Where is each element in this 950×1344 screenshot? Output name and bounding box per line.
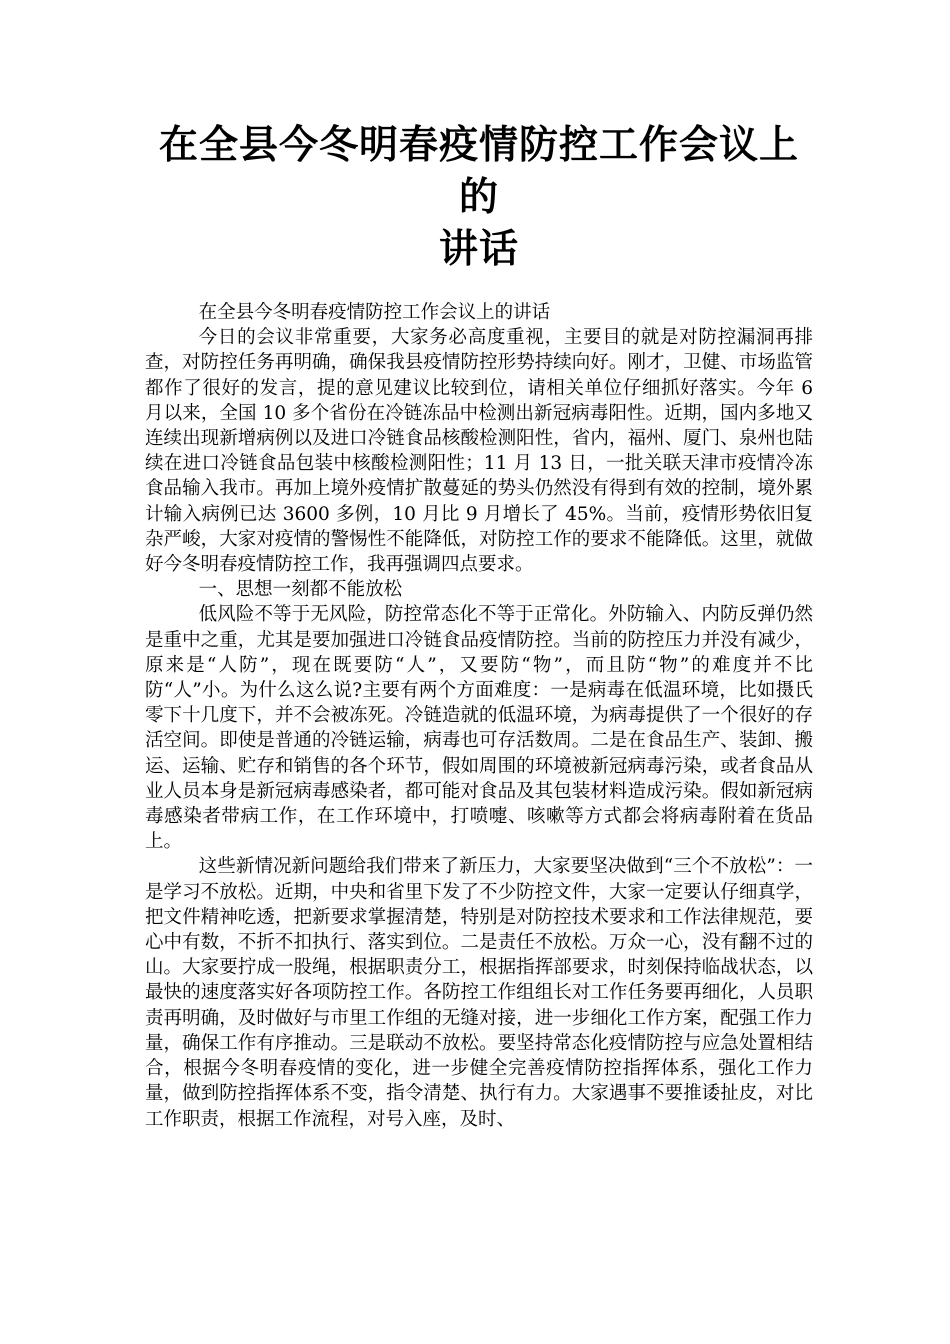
section-heading-1: 一、思想一刻都不能放松 (198, 579, 403, 601)
subtitle-paragraph: 在全县今冬明春疫情防控工作会议上的讲话 (198, 302, 551, 323)
body-paragraph-1: 今日的会议非常重要，大家务必高度重视，主要目的就是对防控漏洞再排查，对防控任务再明确，确保我县疫情防控形势持续向好。刚才，卫健、市场监管都作了很好的发言，提的意见建议比较到位，请相关单位仔细抓好落实。今年 6 月以来，全国 10 多个省份在冷链冻品中检测出新冠病毒阳性。近期，国内多地又连续出现新增病例以及进口冷链食品核酸检测阳性，省内，福州、厦门、泉州也陆续在进口冷链食品包装中核酸检测阳性；11 月 13 日，一批关联天津市疫情冷冻食品输入我市。再加上境外疫情扩散蔓延的势头仍然没有得到有效的控制，境外累计输入病例已达 3600 多例，10 月比 9 月增长了 45%。当前，疫情形势依旧复杂严峻，大家对疫情的警惕性不能降低，对防控工作的要求不能降低。这里，就做好今冬明春疫情防控工作，我再强调四点要求。 (145, 327, 813, 576)
body-paragraph-3: 这些新情况新问题给我们带来了新压力，大家要坚决做到“三个不放松”：一是学习不放松。近期，中央和省里下发了不少防控文件，大家一定要认仔细真学，把文件精神吃透，把新要求掌握清楚，特别是对防控技术要求和工作法律规范，要心中有数，不折不扣执行、落实到位。二是责任不放松。万众一心，没有翻不过的山。大家要拧成一股绳，根据职责分工，根据指挥部要求，时刻保持临战状态，以最快的速度落实好各项防控工作。各防控工作组组长对工作任务要再细化，人员职责再明确，及时做好与市里工作组的无缝对接，进一步细化工作方案，配强工作力量，确保工作有序推动。三是联动不放松。要坚持常态化疫情防控与应急处置相结合，根据今冬明春疫情的变化，进一步健全完善疫情防控指挥体系，强化工作力量，做到防控指挥体系不变，指令清楚、执行有力。大家遇事不要推诿扯皮，对比工作职责，根据工作流程，对号入座，及时、 (145, 856, 813, 1130)
body-paragraph-2: 低风险不等于无风险，防控常态化不等于正常化。外防输入、内防反弹仍然是重中之重，尤其是要加强进口冷链食品疫情防控。当前的防控压力并没有减少，原来是“人防”，现在既要防“人”，又要防“物”，而且防“物”的难度并不比防“人”小。为什么这么说?主要有两个方面难度：一是病毒在低温环境，比如摄氏零下十几度下，并不会被冻死。冷链造就的低温环境，为病毒提供了一个很好的存活空间。即使是普通的冷链运输，病毒也可存活数周。二是在食品生产、装卸、搬运、运输、贮存和销售的各个环节，假如周围的环境被新冠病毒污染，或者食品从业人员本身是新冠病毒感染者，都可能对食品及其包装材料造成污染。假如新冠病毒感染者带病工作，在工作环境中，打喷嚏、咳嗽等方式都会将病毒附着在货品上。 (145, 604, 813, 853)
document-page (145, 120, 813, 1132)
document-title-line-2: 讲话 (438, 227, 519, 272)
document-title (145, 120, 813, 276)
document-title-line-1: 在全县今冬明春疫情防控工作会议上的 (158, 123, 799, 220)
document-body (145, 300, 813, 1132)
